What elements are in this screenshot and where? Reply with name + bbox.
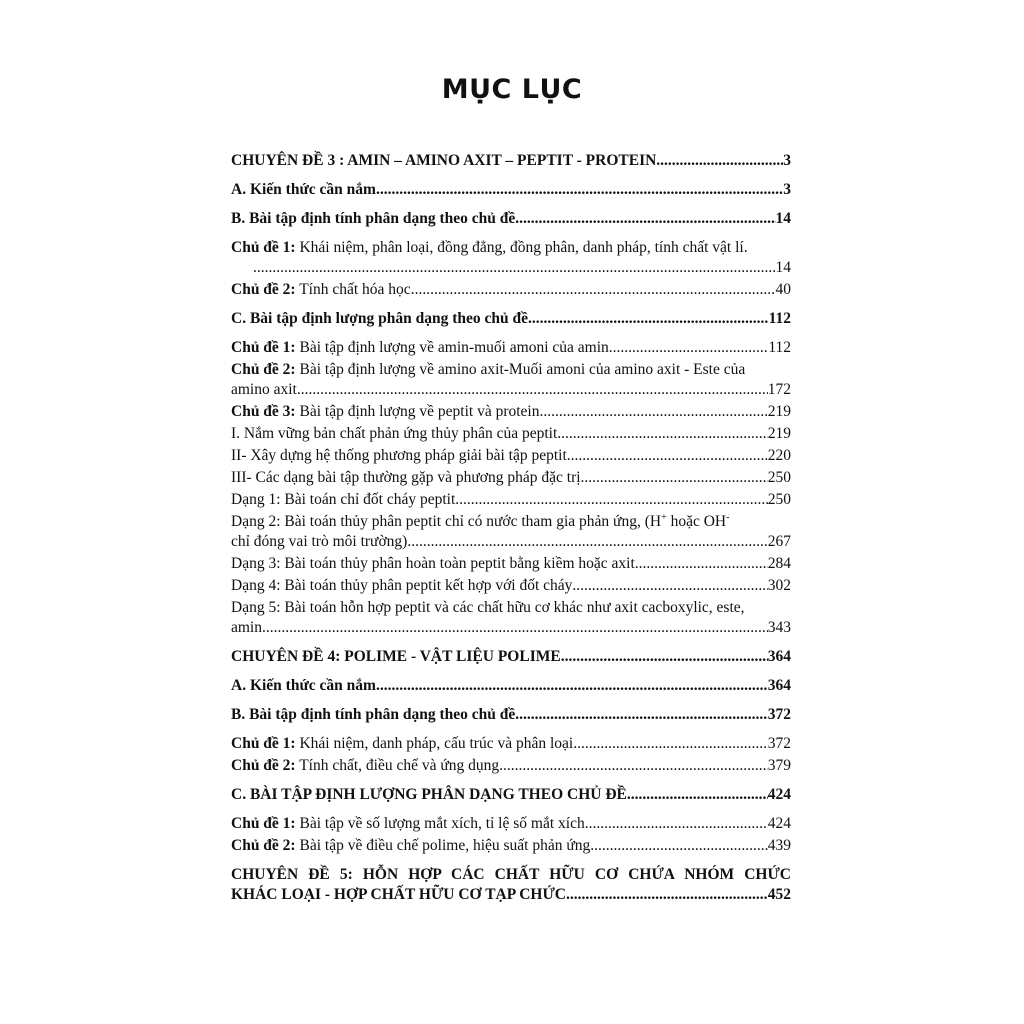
toc-entry-text: Khái niệm, phân loại, đồng đẳng, đồng phân, danh pháp, tính chất vật lí.: [295, 239, 748, 256]
toc-page-number: 250: [767, 469, 791, 486]
toc-entry-text: C. Bài tập định lượng phân dạng theo chủ đề: [231, 310, 528, 327]
toc-entry: [231, 360, 791, 400]
toc-entry: [231, 785, 791, 805]
toc-entry-label: Chủ đề 1:: [231, 339, 296, 356]
toc-entry-text: CHUYÊN ĐỀ 5: HỖN HỢP CÁC CHẤT HỮU CƠ CHỨA NHÓM CHỨC: [231, 866, 791, 883]
toc-leader: [627, 785, 768, 805]
toc-entry: [231, 814, 791, 834]
superscript: +: [661, 511, 667, 523]
toc-entry-text: A. Kiến thức cần nắm: [231, 677, 376, 694]
toc-leader: [407, 532, 767, 552]
toc-entry-text: II- Xây dựng hệ thống phương pháp giải bài tập peptit: [231, 447, 567, 464]
toc-entry-text: Tính chất hóa học: [295, 281, 411, 298]
toc-page-number: 3: [783, 152, 791, 169]
toc-entry-text: Bài tập định lượng về peptit và protein: [295, 403, 540, 420]
toc-page-number: 284: [767, 555, 791, 572]
toc-leader: [557, 424, 767, 444]
toc-entry: [231, 865, 791, 905]
toc-entry-text: Tính chất, điều chế và ứng dụng: [295, 757, 500, 774]
toc-entry-text: KHÁC LOẠI - HỢP CHẤT HỮU CƠ TẠP CHỨC: [231, 886, 566, 903]
toc-page-number: 267: [767, 533, 791, 550]
toc-page-number: 220: [767, 447, 791, 464]
toc-entry-text: Dạng 1: Bài toán chỉ đốt cháy peptit: [231, 491, 456, 508]
toc-page-number: 112: [768, 310, 791, 327]
toc-entry: [231, 338, 791, 358]
toc-entry-text: Dạng 3: Bài toán thủy phân hoàn toàn peptit bằng kiềm hoặc axit: [231, 555, 635, 572]
toc-page-number: 372: [767, 735, 791, 752]
toc-entry-text: chỉ đóng vai trò môi trường): [231, 533, 408, 550]
toc-page-number: 250: [767, 491, 791, 508]
toc-leader: [572, 576, 767, 596]
toc-entry: [231, 309, 791, 329]
toc-entry: [231, 238, 791, 278]
toc-page-number: 14: [775, 259, 791, 276]
toc-leader: [566, 885, 768, 905]
toc-leader: [573, 734, 768, 754]
toc-entry-text: B. Bài tập định tính phân dạng theo chủ đề: [231, 210, 516, 227]
toc-page-number: 14: [775, 210, 791, 227]
toc-page-number: 302: [767, 577, 791, 594]
toc-entry-label: Chủ đề 1:: [231, 735, 296, 752]
toc-entry-label: Chủ đề 1:: [231, 815, 296, 832]
toc-entry: [231, 151, 791, 171]
toc-page-number: 364: [767, 648, 791, 665]
toc-entry-text: amino axit: [231, 381, 297, 398]
toc-entry: [231, 756, 791, 776]
toc-leader: [590, 836, 767, 856]
toc-page-number: 219: [767, 425, 791, 442]
toc-entry-label: Chủ đề 2:: [231, 757, 296, 774]
toc-leader: [635, 554, 768, 574]
toc-leader: [540, 402, 768, 422]
toc-entry-text: CHUYÊN ĐỀ 3 : AMIN – AMINO AXIT – PEPTIT - PROTEIN: [231, 152, 657, 169]
toc-leader: [561, 647, 768, 667]
toc-leader: [581, 468, 768, 488]
table-of-contents: [231, 151, 791, 905]
toc-entry: [231, 576, 791, 596]
toc-entry-text: Dạng 4: Bài toán thủy phân peptit kết hợp với đốt cháy: [231, 577, 573, 594]
toc-page-number: 424: [767, 786, 791, 803]
toc-entry: [231, 836, 791, 856]
toc-leader: [609, 338, 769, 358]
toc-leader: [515, 705, 767, 725]
toc-entry: [231, 512, 791, 552]
toc-page-number: 40: [775, 281, 791, 298]
toc-entry-text: C. BÀI TẬP ĐỊNH LƯỢNG PHÂN DẠNG THEO CHỦ ĐỀ: [231, 786, 627, 803]
toc-entry-label: Chủ đề 2:: [231, 361, 296, 378]
toc-entry-label: Chủ đề 2:: [231, 837, 296, 854]
toc-entry-text: I. Nắm vững bản chất phản ứng thủy phân của peptit: [231, 425, 558, 442]
toc-page-number: 372: [767, 706, 791, 723]
toc-leader: [515, 209, 775, 229]
toc-entry: [231, 180, 791, 200]
toc-entry-text: B. Bài tập định tính phân dạng theo chủ đề: [231, 706, 516, 723]
toc-page-number: 343: [767, 619, 791, 636]
toc-entry-text: hoặc OH: [666, 513, 727, 530]
toc-entry-text: Khái niệm, danh pháp, cấu trúc và phân loại: [295, 735, 574, 752]
toc-page-number: 219: [767, 403, 791, 420]
toc-entry: [231, 554, 791, 574]
toc-entry: [231, 424, 791, 444]
toc-leader: [297, 380, 768, 400]
toc-leader: [585, 814, 768, 834]
toc-leader: [455, 490, 767, 510]
toc-entry-label: Chủ đề 3:: [231, 403, 296, 420]
toc-entry: [231, 446, 791, 466]
page-title: MỤC LỤC: [441, 74, 583, 105]
toc-page-number: 379: [767, 757, 791, 774]
toc-entry: [231, 705, 791, 725]
toc-entry-text: Bài tập định lượng về amino axit-Muối amoni của amino axit - Este của: [295, 361, 746, 378]
superscript: -: [726, 511, 730, 523]
toc-entry: [231, 468, 791, 488]
toc-entry: [231, 490, 791, 510]
toc-leader: [528, 309, 769, 329]
toc-page-number: 112: [768, 339, 791, 356]
toc-page-number: 439: [767, 837, 791, 854]
toc-entry: [231, 676, 791, 696]
toc-leader: [262, 618, 768, 638]
toc-leader: [499, 756, 768, 776]
toc-entry-text: Dạng 5: Bài toán hỗn hợp peptit và các chất hữu cơ khác như axit cacboxylic, este,: [231, 599, 745, 616]
toc-leader: [376, 180, 783, 200]
toc-leader: [656, 151, 783, 171]
toc-page-number: 424: [767, 815, 791, 832]
toc-leader: [567, 446, 768, 466]
toc-entry: [231, 402, 791, 422]
toc-leader: [376, 676, 768, 696]
toc-entry-text: Bài tập về số lượng mắt xích, tỉ lệ số mắt xích: [295, 815, 585, 832]
toc-entry: [231, 598, 791, 638]
toc-leader: [411, 280, 776, 300]
toc-entry: [231, 209, 791, 229]
toc-entry-text: Dạng 2: Bài toán thủy phân peptit chỉ có nước tham gia phản ứng, (H: [231, 513, 662, 530]
toc-entry: [231, 734, 791, 754]
toc-entry-label: Chủ đề 2:: [231, 281, 296, 298]
toc-entry: [231, 280, 791, 300]
toc-page-number: 364: [767, 677, 791, 694]
toc-entry-text: III- Các dạng bài tập thường gặp và phương pháp đặc trị: [231, 469, 581, 486]
toc-entry: [231, 647, 791, 667]
toc-entry-text: CHUYÊN ĐỀ 4: POLIME - VẬT LIỆU POLIME: [231, 648, 561, 665]
toc-leader: [253, 258, 776, 278]
toc-entry-text: A. Kiến thức cần nắm: [231, 181, 376, 198]
toc-entry-text: Bài tập về điều chế polime, hiệu suất phản ứng: [295, 837, 591, 854]
toc-page-number: 3: [783, 181, 791, 198]
toc-entry-text: amin: [231, 619, 262, 636]
toc-page-number: 452: [767, 886, 791, 903]
toc-page-number: 172: [767, 381, 791, 398]
toc-entry-label: Chủ đề 1:: [231, 239, 296, 256]
toc-entry-text: Bài tập định lượng về amin-muối amoni của amin: [295, 339, 609, 356]
